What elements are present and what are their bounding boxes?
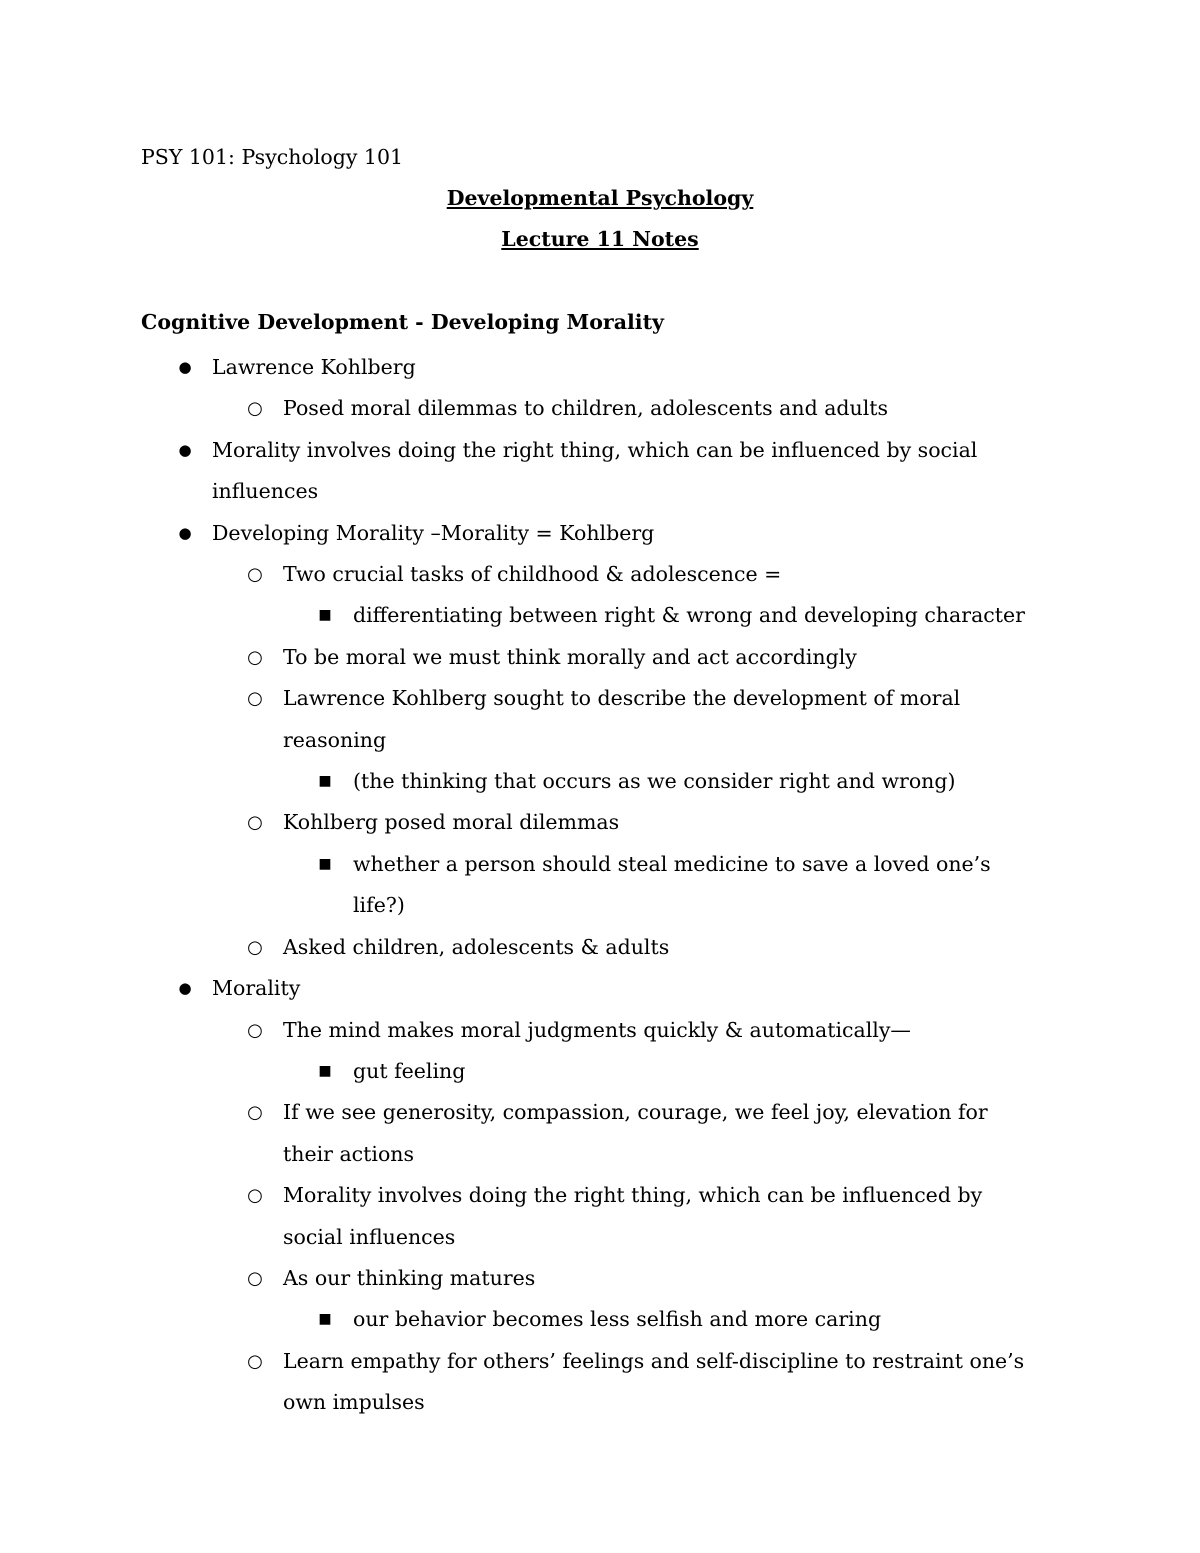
bullet-square-icon: ■ [318,607,332,624]
list-item [0,844,1043,927]
bullet-circle-icon: ○ [247,646,263,668]
bullet-disc-icon: ● [178,440,192,459]
list-item [0,388,1043,429]
bullet-disc-icon: ● [178,523,192,542]
bullet-circle-icon: ○ [247,936,263,958]
bullet-circle-icon: ○ [247,398,263,420]
bullet-circle-icon: ○ [247,1102,263,1124]
list-item-text: Developing Morality –Morality = Kohlberg [212,520,655,545]
list-item [0,1299,1043,1340]
list-item-text: Morality involves doing the right thing, which can be influenced by social influences [212,437,978,504]
list-item-text: Morality [212,976,301,1001]
list-item [0,637,1043,678]
list-item [0,513,1062,554]
document-title: Developmental Psychology [446,186,754,210]
list-item-text: Learn empathy for others’ feelings and self-discipline to restraint one’s own impulses [283,1348,1025,1415]
course-title: PSY 101: Psychology 101 [141,145,404,169]
list-item-text: Kohlberg posed moral dilemmas [283,810,620,835]
list-item [0,927,1043,968]
list-item-text: Lawrence Kohlberg [212,355,416,379]
list-item-text: (the thinking that occurs as we consider right and wrong) [353,769,956,794]
notes-list [0,347,1200,1424]
list-item [0,1092,1043,1175]
list-item [0,595,1043,636]
bullet-disc-icon: ● [178,358,192,376]
bullet-circle-icon: ○ [247,564,263,586]
list-item [0,968,1062,1009]
bullet-circle-icon: ○ [247,1267,263,1289]
list-item [0,430,1062,513]
bullet-square-icon: ■ [318,773,332,790]
list-item-text: Asked children, adolescents & adults [283,934,670,959]
list-item-text: To be moral we must think morally and act accordingly [283,644,857,669]
list-item-text: The mind makes moral judgments quickly & automatically— [283,1017,911,1042]
bullet-circle-icon: ○ [247,1350,263,1372]
list-item-text: As our thinking matures [283,1265,536,1290]
list-item [0,802,1043,843]
list-item-text: Posed moral dilemmas to children, adolescents and adults [283,396,889,421]
list-item-text: our behavior becomes less selfish and more caring [353,1307,882,1332]
bullet-disc-icon: ● [178,979,192,998]
list-item-text: gut feeling [353,1058,466,1083]
bullet-circle-icon: ○ [247,1185,263,1207]
list-item-text: Two crucial tasks of childhood & adolescence = [283,562,782,587]
bullet-circle-icon: ○ [247,1019,263,1041]
list-item [0,678,1043,761]
list-item-text: differentiating between right & wrong and developing character [353,603,1025,628]
list-item [0,1051,1043,1092]
list-item [0,1258,1043,1299]
list-item [0,1341,1043,1424]
bullet-circle-icon: ○ [247,812,263,834]
list-item [0,554,1043,595]
list-item-text: whether a person should steal medicine to save a loved one’s life?) [353,851,991,918]
bullet-square-icon: ■ [318,1062,332,1079]
list-item-text: Morality involves doing the right thing, which can be influenced by social influences [283,1183,983,1249]
list-item-text: If we see generosity, compassion, courage, we feel joy, elevation for their actions [283,1100,988,1166]
list-item [0,1010,1043,1051]
bullet-circle-icon: ○ [247,688,263,710]
list-item [0,1175,1043,1258]
bullet-square-icon: ■ [318,855,332,872]
list-item-text: Lawrence Kohlberg sought to describe the development of moral reasoning [283,686,961,752]
list-item [0,347,1062,388]
bullet-square-icon: ■ [318,1311,332,1328]
lecture-title: Lecture 11 Notes [501,227,699,251]
section-heading: Cognitive Development - Developing Morality [141,310,664,334]
list-item [0,761,1043,802]
